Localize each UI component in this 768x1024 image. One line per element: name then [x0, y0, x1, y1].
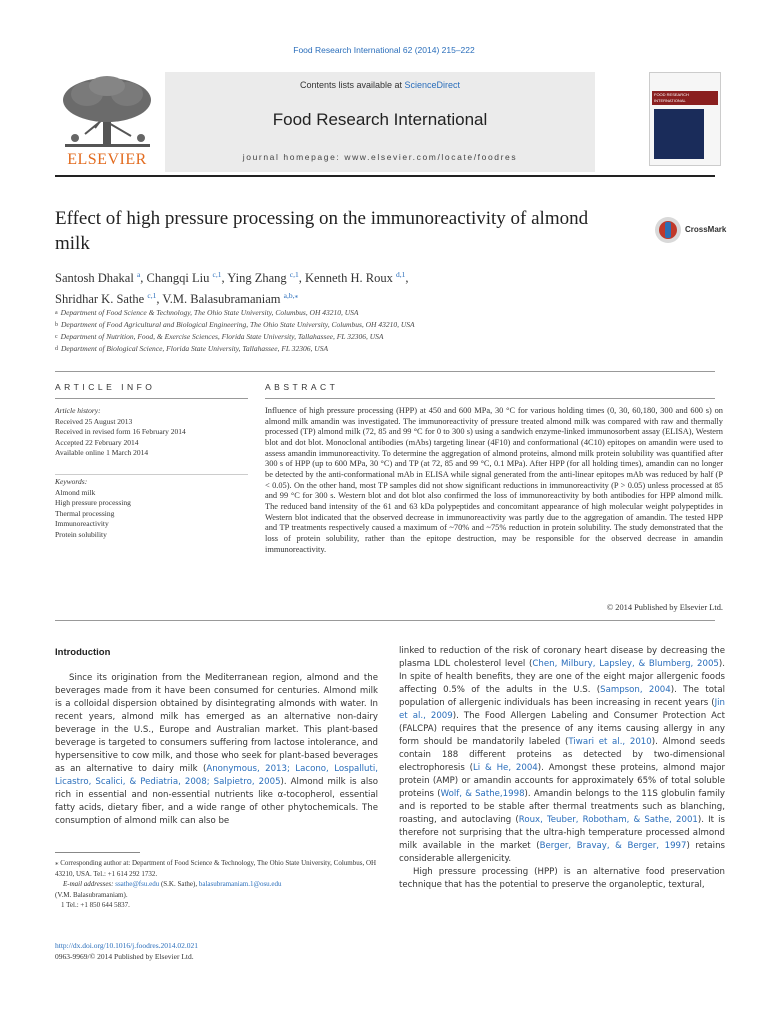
history-item: Available online 1 March 2014 — [55, 448, 149, 458]
crossmark-icon — [654, 216, 682, 244]
paragraph-text: ). Amongst these proteins, almond major protein (AMP) or amandin accounts for approximately 65% of total soluble proteins ( — [399, 763, 725, 799]
article-title: Effect of high pressure processing on the immunoreactivity of almond milk — [55, 208, 589, 254]
divider — [265, 398, 715, 399]
citation-link[interactable]: Jin et al., 2009 — [399, 698, 725, 721]
keyword: Immunoreactivity — [55, 519, 109, 529]
email-label: E-mail addresses: — [63, 880, 116, 888]
affiliation-text: Department of Food Science & Technology, The Ohio State University, Columbus, OH 43210, USA — [60, 308, 359, 317]
citation-link[interactable]: Tiwari et al., 2010 — [568, 737, 652, 747]
article-history — [55, 406, 245, 459]
author-affiliation-marker[interactable]: a — [136, 270, 141, 279]
homepage-line — [165, 152, 595, 162]
citation-link[interactable]: Roux, Teuber, Robotham, & Sathe, 2001 — [518, 815, 698, 825]
doi-link[interactable]: http://dx.doi.org/10.1016/j.foodres.2014.02.021 — [55, 941, 198, 950]
issn-line: 0963-9969/© 2014 Published by Elsevier Ltd. — [55, 952, 194, 961]
affiliation — [55, 343, 655, 355]
paragraph-text: linked to reduction of the risk of coronary heart disease by decreasing the plasma LDL cholesterol level ( — [399, 646, 725, 669]
paragraph-text: ). It is therefore not surprising that the ultra-high temperature processed almond milk available in the market ( — [399, 815, 725, 851]
keyword: Almond milk — [55, 487, 96, 497]
journal-cover-thumbnail[interactable] — [649, 72, 721, 166]
introduction-heading: Introduction — [55, 647, 111, 658]
affiliations — [55, 307, 655, 355]
citation-link[interactable]: Li & He, 2004 — [473, 763, 538, 773]
author-name[interactable]: Ying Zhang — [227, 271, 290, 286]
history-item: Received 25 August 2013 — [55, 416, 133, 426]
author-name[interactable]: Kenneth H. Roux — [304, 271, 396, 286]
footnote-rule — [55, 852, 140, 853]
divider — [55, 371, 715, 372]
affiliation-letter: a — [55, 310, 58, 316]
introduction-paragraph: High pressure processing (HPP) is an alternative food preservation technique that has the potential to preserve the organoleptic, textural, — [399, 867, 725, 890]
introduction-paragraph-left — [55, 672, 378, 828]
email-note — [55, 879, 378, 890]
citation-link[interactable]: Sampson, 2004 — [600, 685, 671, 695]
divider — [55, 474, 248, 475]
email-owner: (V.M. Balasubramaniam). — [55, 890, 128, 899]
crossmark-badge[interactable] — [654, 216, 744, 246]
homepage-prefix: journal homepage: — [242, 152, 345, 162]
affiliation — [55, 307, 655, 319]
abstract-copyright: © 2014 Published by Elsevier Ltd. — [606, 603, 723, 612]
journal-masthead — [55, 72, 715, 178]
masthead-rule — [55, 175, 715, 177]
article-info-heading: ARTICLE INFO — [55, 382, 156, 392]
author-separator: , — [156, 292, 163, 307]
divider — [55, 398, 248, 399]
author-name[interactable]: Shridhar K. Sathe — [55, 292, 148, 307]
contents-line — [165, 80, 595, 90]
affiliation-text: Department of Nutrition, Food, & Exercise Sciences, Florida State University, Tallahassee, FL 32306, USA — [60, 332, 384, 341]
author-affiliation-marker[interactable]: a,b,⁎ — [283, 291, 299, 301]
affiliation — [55, 331, 655, 343]
keywords-label: Keywords: — [55, 477, 88, 486]
author-affiliation-marker[interactable]: c,1 — [212, 270, 222, 279]
contents-prefix: Contents lists available at — [299, 80, 405, 90]
cover-image — [654, 109, 704, 159]
author-name[interactable]: Santosh Dhakal — [55, 271, 137, 286]
paragraph-text: ). In spite of health benefits, they are one of the eight major allergenic foods affecting 0.5% of the adults in the U.S. ( — [399, 659, 725, 695]
author-separator: , — [405, 271, 409, 286]
email-owner: (S.K. Sathe), — [159, 880, 199, 888]
footnotes — [55, 858, 378, 911]
keyword: Thermal processing — [55, 508, 115, 518]
affiliation-text: Department of Biological Science, Florida State University, Tallahassee, FL 32306, USA — [61, 344, 329, 353]
keywords — [55, 477, 245, 541]
author-affiliation-marker[interactable]: d,1 — [395, 270, 406, 279]
introduction-column-right — [399, 645, 725, 892]
author-separator: , — [140, 271, 147, 286]
introduction-paragraph — [399, 645, 725, 866]
keyword: High pressure processing — [55, 498, 131, 508]
affiliation-letter: c — [55, 334, 58, 340]
affiliation-text: Department of Food Agricultural and Biological Engineering, The Ohio State University, Columbus, OH 43210, USA — [61, 320, 415, 329]
crossmark-label: CrossMark — [685, 225, 727, 234]
citation-link[interactable]: Anonymous, 2013; Lacono, Lospalluti, Licastro, Scalici, & Pediatria, 2008; Salpietro, 2005 — [55, 764, 378, 787]
telephone-note: 1 Tel.: +1 850 644 5837. — [61, 901, 130, 909]
publisher-name: ELSEVIER — [67, 151, 147, 168]
email-link-balasubramaniam[interactable]: balasubramaniam.1@osu.edu — [198, 880, 282, 888]
paragraph-text: ) retains considerable allergenicity. — [399, 841, 725, 864]
elsevier-tree-logo[interactable] — [55, 72, 160, 172]
history-item: Accepted 22 February 2014 — [55, 437, 139, 447]
affiliation-letter: b — [55, 322, 58, 328]
affiliation-letter: d — [55, 346, 58, 352]
sciencedirect-link[interactable]: ScienceDirect — [404, 80, 461, 90]
paragraph-text: ). Almond milk is also rich in essential and non-essential nutrients like α-tocopherol, essential fatty acids, dietary fiber, and a wide range of other phytochemicals. The consumption of almond milk can also be — [55, 777, 378, 826]
author-name[interactable]: V.M. Balasubramaniam — [162, 292, 284, 307]
paragraph-text: ). Amandin belongs to the 11S globulin family and is reported to be stable after thermal treatments such as blanching, roasting, and autoclaving ( — [399, 789, 725, 825]
journal-name[interactable]: Food Research International — [272, 110, 488, 129]
author-separator: , — [221, 271, 228, 286]
paragraph-text: ). The total population of allergenic individuals has been increasing in recent years ( — [399, 685, 725, 708]
email-link-sathe[interactable]: ssathe@fsu.edu — [115, 880, 160, 888]
journal-reference[interactable]: Food Research International 62 (2014) 215–222 — [293, 45, 475, 55]
history-label: Article history: — [55, 406, 101, 415]
citation-link[interactable]: Berger, Bravay, & Berger, 1997 — [539, 841, 687, 851]
corresponding-author-note: ⁎ Corresponding author at: Department of Food Science & Technology, The Ohio State University, Columbus, OH 43210, USA. Tel.: +1 614 292 1732. — [55, 859, 377, 878]
abstract-heading: ABSTRACT — [265, 382, 339, 392]
abstract-text: Influence of high pressure processing (HPP) at 450 and 600 MPa, 30 °C for various holding times (0, 30, 60,180, 300 and 600 s) on almond milk amandin was investigated. The immunoreactivity of pressure treated almond milk was compared with raw and thermally processed (TP) almond milk (72, 85 and 99 °C for 0 to 300 s) using a sandwich enzyme-linked immunosorbent assay (ELISA), Western blot and dot blot. Monoclonal antibodies (mAbs) targeting linear (4F10) and conformational (4C10) epitopes on amandin were used to assess amandin immunoreactivity. To determine the aggregation of almond proteins, almond milk protein solubility was quantified after 300 s of HPP (up to 600 MPa, 30 °C) and TP (at 72, 85 and 99 °C, 0.1 MPa). After HPP (for all holding times), amandin can no longer be detected by the anti-conformational mAb in ELISA while signal generated from the anti-linear epitopes mAb was reduced by half (P < 0.05). On the other hand, most TP samples did not show significant reductions in immunoreactivity (P > 0.05) unless processed at 85 and 99 °C for 300 s. Western blot and dot blot also confirmed the loss of immunoreactivity by both antibodies for HPP almond milk. The reduced band intensity of the 61 and 63 kDa polypeptides and concomitant appearance of high molecular weight polypeptides in Western blot indicated that the observed decrease in immunoreactivity was partly due to the aggregation of amandin. The tested HPP and TP treatments respectively caused a maximum of ~70% and ~75% reduction in protein solubility. The study demonstrated that the loss of protein solubility, rather than the epitope destruction, may be responsible for the observed decrease in amandin immunoreactivity. — [265, 406, 723, 554]
paragraph-text: Since its origination from the Mediterranean region, almond and the beverages made from it have been consumed for centuries. Almond milk is a colloidal dispersion obtained by disintegrating almonds with water. In recent years, almond milk has emerged as an alternative non-dairy beverage in the U.S., Europe and Australian market. This plant-based beverage is targeted to consumers suffering from lactose intolerance, and hypersensitive to cow milk, and those who seek for plant-based beverages as an alternative to dairy milk ( — [55, 673, 378, 774]
citation-link[interactable]: Chen, Milbury, Lapsley, & Blumberg, 2005 — [532, 659, 719, 669]
author-affiliation-marker[interactable]: c,1 — [289, 270, 299, 279]
paragraph-text: ). Almond seeds contain 188 different proteins as detected by two-dimensional electrophoresis ( — [399, 737, 725, 773]
history-item: Received in revised form 16 February 2014 — [55, 427, 186, 437]
cover-title: FOOD RESEARCH INTERNATIONAL — [654, 92, 689, 103]
masthead-center — [165, 72, 595, 172]
author-name[interactable]: Changqi Liu — [146, 271, 213, 286]
affiliation — [55, 319, 655, 331]
author-separator: , — [298, 271, 305, 286]
keyword: Protein solubility — [55, 529, 107, 539]
doi-line — [55, 941, 198, 950]
author-affiliation-marker[interactable]: c,1 — [147, 291, 157, 301]
author-list — [55, 266, 615, 308]
paragraph-text: ). The Food Allergen Labeling and Consumer Protection Act (FALCPA) requires that the presence of any items causing allergy in any form should be mandatorily labeled ( — [399, 711, 725, 747]
divider — [55, 620, 715, 621]
citation-link[interactable]: Wolf, & Sathe,1998 — [440, 789, 525, 799]
homepage-link[interactable]: www.elsevier.com/locate/foodres — [344, 152, 518, 162]
